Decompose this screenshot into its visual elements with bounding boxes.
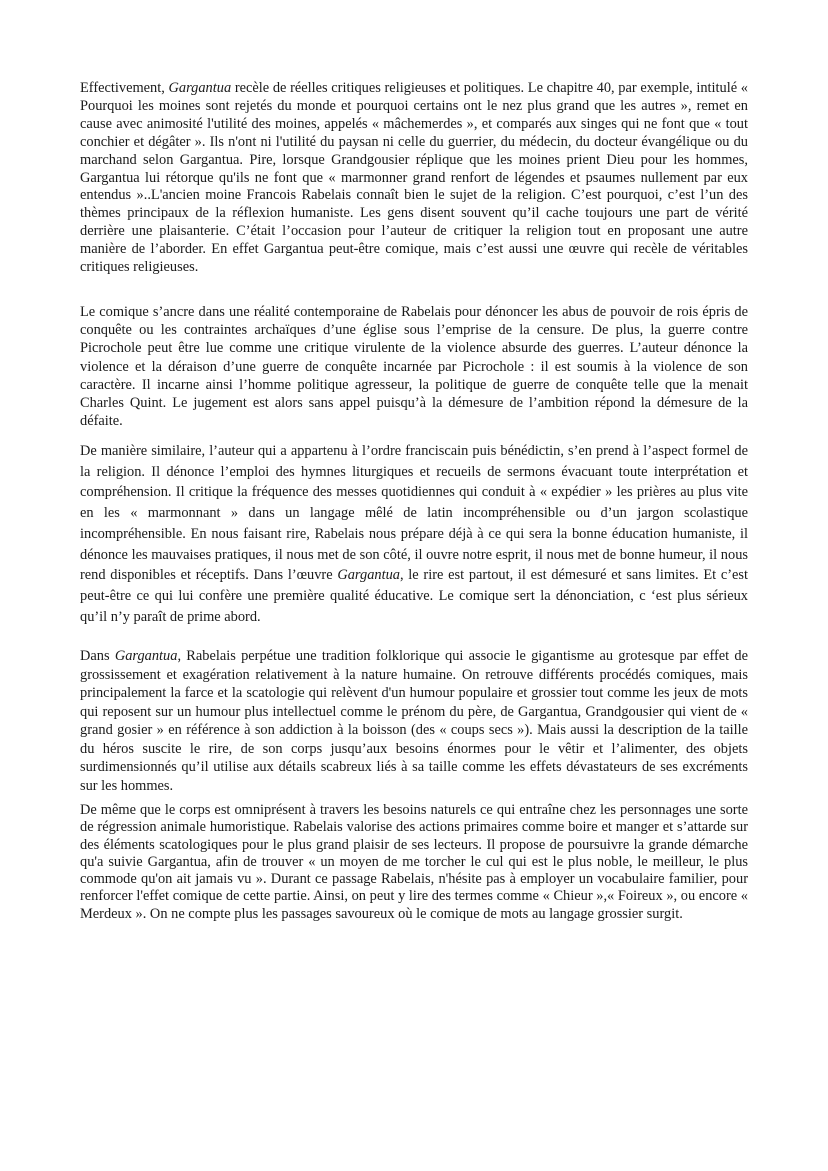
- paragraph-folkloric-tradition: [80, 647, 748, 795]
- text-run: De même que le corps est omniprésent à travers les besoins naturels ce qui entraîne chez les personnages une sorte de régression animale humoristique. Rabelais valorise des actions primaires comme boire et manger et s’attarde sur des éléments scatologiques pour le plus grand plaisir de ses lecteurs. Il propose de poursuivre la grande démarche qu'a suivie Gargantua, afin de trouver « un moyen de me torcher le cul qui est le plus noble, le meilleur, le plus commode qu'on ait jamais vu ». Durant ce passage Rabelais, n'hésite pas à employer un vocabulaire familier, pour renforcer l'effet comique de cette partie. Ainsi, on peut y lire des termes comme « Chieur »,« Foireux », ou encore « Merdeux ». On ne compte plus les passages savoureux où le comique de mots au langage grossier surgit.: [80, 802, 748, 922]
- text-run: Dans: [80, 648, 115, 664]
- text-run: Effectivement,: [80, 80, 169, 96]
- italic-title-gargantua: Gargantua: [168, 80, 232, 96]
- paragraph-contemporary-reality: [80, 303, 748, 430]
- text-run: , Rabelais perpétue une tradition folklorique qui associe le gigantisme au grotesque par effet de grossissement et exagération relativement à la nature humaine. On retrouve différents procédés comiques, mais principalement la farce et la scatologie qui relèvent d'un humour populaire et grossier tout comme les jeux de mots qui reposent sur un humour plus intellectuel comme le prénom du père, de Gargantua, Grandgousier qui vient de « grand gosier » en référence à son addiction à la boisson (des « coups secs »). Mais aussi la description de la taille du héros suscite le rire, de son corps jusqu’aux besoins énormes pour le vêtir et l’alimenter, des objets surdimensionnés qu’il utilise aux détails scabreux liés à sa taille comme les effets dévastateurs de ses excréments sur les hommes.: [80, 648, 748, 794]
- italic-title-gargantua: Gargantua: [114, 648, 178, 664]
- text-run: De manière similaire, l’auteur qui a appartenu à l’ordre franciscain puis bénédictin, s’en prend à l’aspect formel de la religion. Il dénonce l’emploi des hymnes liturgiques et recueils de sermons évacuant toute interprétation et compréhension. Il critique la fréquence des messes quotidiennes qui conduit à « expédier » les prières au plus vite en les « marmonnant » dans un langage mêlé de latin incompréhensible ou d’un jargon scolastique incompréhensible. En nous faisant rire, Rabelais nous prépare déjà à ce qui sera la bonne éducation humaniste, il dénonce les mauvaises pratiques, il nous met de son côté, il ouvre notre esprit, il nous met de bonne humeur, il nous rend disponibles et réceptifs. Dans l’œuvre: [80, 443, 748, 584]
- text-run: recèle de réelles critiques religieuses et politiques. Le chapitre 40, par exemple, intitulé « Pourquoi les moines sont rejetés du monde et pourquoi certains ont le nez plus grand que les autres », remet en cause avec animosité l'utilité des moines, appelés « mâchemerdes », et comparés aux singes qui ne font que « tout conchier et dégâter ». Ils n'ont ni l'utilité du paysan ni celle du guerrier, du médecin, du docteur évangélique ou du marchand selon Gargantua. Pire, lorsque Grandgousier réplique que les moines prient Dieu pour les hommes, Gargantua lui rétorque qu'ils ne font que « marmonner grand renfort de légendes et psaumes nullement par eux entendus »..L'ancien moine Francois Rabelais connaît bien le sujet de la religion. C’est pourquoi, c’est l’un des thèmes principaux de la réflexion humaniste. Les gens disent souvent qu’il cache toujours une part de vérité derrière une plaisanterie. C’était l’occasion pour l’auteur de critiquer la religion tout en proposant une autre manière de l’aborder. En effet Gargantua peut-être comique, mais c’est aussi une œuvre qui recèle de véritables critiques religieuses.: [80, 80, 748, 276]
- italic-title-gargantua: Gargantua: [337, 567, 400, 584]
- text-run: Le comique s’ancre dans une réalité contemporaine de Rabelais pour dénoncer les abus de pouvoir de rois épris de conquête ou les contraintes archaïques d’une église sous l’emprise de la censure. De plus, la guerre contre Picrochole peut être lue comme une critique virulente de la violence absurde des guerres. L’auteur dénonce la violence et la déraison d’une guerre de conquête incarnée par Picrochole : il est soumis à la violence de son caractère. Il incarne ainsi l’homme politique agresseur, la politique de guerre de conquête telle que la menait Charles Quint. Le jugement est alors sans appel puisqu’à la démesure de l’ambition répond la démesure de la défaite.: [80, 304, 748, 430]
- paragraph-body-scatology: [80, 802, 748, 923]
- paragraph-formal-religion: [80, 441, 748, 627]
- paragraph-religious-critique: [80, 80, 748, 277]
- text-run: , le rire est partout, il est démesuré et sans limites. Et c’est peut-être ce qui lui confère une première qualité éducative. Le comique sert la dénonciation, c ‘est plus sérieux qu’il n’y paraît de prime abord.: [80, 567, 748, 625]
